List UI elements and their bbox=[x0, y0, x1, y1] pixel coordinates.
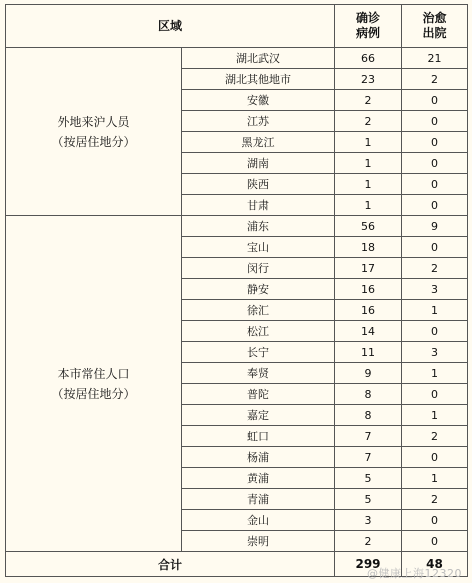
area-cell: 黄浦 bbox=[182, 468, 335, 489]
group-name: 本市常住人口 bbox=[57, 366, 130, 381]
group-label bbox=[6, 216, 182, 552]
recovered-cell: 2 bbox=[402, 69, 468, 90]
recovered-cell: 2 bbox=[402, 258, 468, 279]
confirmed-cell: 8 bbox=[335, 405, 402, 426]
area-cell: 甘肃 bbox=[182, 195, 335, 216]
recovered-cell: 0 bbox=[402, 510, 468, 531]
header-confirmed-label: 确诊病例 bbox=[356, 11, 381, 40]
confirmed-cell: 56 bbox=[335, 216, 402, 237]
confirmed-cell: 17 bbox=[335, 258, 402, 279]
area-cell: 黑龙江 bbox=[182, 132, 335, 153]
area-cell: 安徽 bbox=[182, 90, 335, 111]
confirmed-cell: 5 bbox=[335, 468, 402, 489]
recovered-cell: 0 bbox=[402, 174, 468, 195]
confirmed-cell: 14 bbox=[335, 321, 402, 342]
area-cell: 金山 bbox=[182, 510, 335, 531]
recovered-cell: 0 bbox=[402, 132, 468, 153]
recovered-cell: 2 bbox=[402, 426, 468, 447]
confirmed-cell: 1 bbox=[335, 174, 402, 195]
confirmed-cell: 1 bbox=[335, 132, 402, 153]
recovered-cell: 1 bbox=[402, 363, 468, 384]
area-cell: 浦东 bbox=[182, 216, 335, 237]
confirmed-cell: 1 bbox=[335, 153, 402, 174]
header-confirmed bbox=[335, 5, 402, 48]
confirmed-cell: 8 bbox=[335, 384, 402, 405]
area-cell: 杨浦 bbox=[182, 447, 335, 468]
confirmed-cell: 3 bbox=[335, 510, 402, 531]
area-cell: 静安 bbox=[182, 279, 335, 300]
recovered-cell: 1 bbox=[402, 405, 468, 426]
recovered-cell: 3 bbox=[402, 279, 468, 300]
total-recovered: 48 bbox=[402, 552, 468, 577]
recovered-cell: 0 bbox=[402, 153, 468, 174]
recovered-cell: 9 bbox=[402, 216, 468, 237]
area-cell: 湖南 bbox=[182, 153, 335, 174]
confirmed-cell: 7 bbox=[335, 426, 402, 447]
confirmed-cell: 16 bbox=[335, 300, 402, 321]
recovered-cell: 0 bbox=[402, 447, 468, 468]
confirmed-cell: 5 bbox=[335, 489, 402, 510]
confirmed-cell: 23 bbox=[335, 69, 402, 90]
table-row bbox=[6, 48, 468, 69]
confirmed-cell: 2 bbox=[335, 90, 402, 111]
area-cell: 徐汇 bbox=[182, 300, 335, 321]
recovered-cell: 1 bbox=[402, 300, 468, 321]
recovered-cell: 0 bbox=[402, 531, 468, 552]
header-recovered-label: 治愈出院 bbox=[422, 11, 447, 40]
area-cell: 湖北其他地市 bbox=[182, 69, 335, 90]
area-cell: 宝山 bbox=[182, 237, 335, 258]
recovered-cell: 0 bbox=[402, 111, 468, 132]
recovered-cell: 0 bbox=[402, 237, 468, 258]
group-label bbox=[6, 48, 182, 216]
group-note: （按居住地分） bbox=[51, 134, 136, 149]
table-body bbox=[6, 48, 468, 552]
area-cell: 虹口 bbox=[182, 426, 335, 447]
area-cell: 崇明 bbox=[182, 531, 335, 552]
area-cell: 奉贤 bbox=[182, 363, 335, 384]
area-cell: 江苏 bbox=[182, 111, 335, 132]
area-cell: 嘉定 bbox=[182, 405, 335, 426]
area-cell: 长宁 bbox=[182, 342, 335, 363]
recovered-cell: 1 bbox=[402, 468, 468, 489]
recovered-cell: 3 bbox=[402, 342, 468, 363]
area-cell: 松江 bbox=[182, 321, 335, 342]
confirmed-cell: 9 bbox=[335, 363, 402, 384]
confirmed-cell: 2 bbox=[335, 111, 402, 132]
area-cell: 陕西 bbox=[182, 174, 335, 195]
confirmed-cell: 1 bbox=[335, 195, 402, 216]
table-row bbox=[6, 216, 468, 237]
total-confirmed: 299 bbox=[335, 552, 402, 577]
header-region: 区域 bbox=[6, 5, 335, 48]
group-note: （按居住地分） bbox=[51, 386, 136, 401]
confirmed-cell: 18 bbox=[335, 237, 402, 258]
confirmed-cell: 16 bbox=[335, 279, 402, 300]
group-name: 外地来沪人员 bbox=[57, 114, 130, 129]
confirmed-cell: 7 bbox=[335, 447, 402, 468]
area-cell: 湖北武汉 bbox=[182, 48, 335, 69]
area-cell: 青浦 bbox=[182, 489, 335, 510]
recovered-cell: 0 bbox=[402, 384, 468, 405]
recovered-cell: 0 bbox=[402, 90, 468, 111]
case-table bbox=[5, 4, 468, 577]
header-recovered bbox=[402, 5, 468, 48]
confirmed-cell: 66 bbox=[335, 48, 402, 69]
confirmed-cell: 11 bbox=[335, 342, 402, 363]
area-cell: 普陀 bbox=[182, 384, 335, 405]
recovered-cell: 2 bbox=[402, 489, 468, 510]
recovered-cell: 0 bbox=[402, 195, 468, 216]
confirmed-cell: 2 bbox=[335, 531, 402, 552]
recovered-cell: 0 bbox=[402, 321, 468, 342]
area-cell: 闵行 bbox=[182, 258, 335, 279]
recovered-cell: 21 bbox=[402, 48, 468, 69]
table-header bbox=[6, 5, 468, 48]
watermark: @健康上海12320 bbox=[367, 567, 462, 580]
total-label: 合计 bbox=[6, 552, 335, 577]
